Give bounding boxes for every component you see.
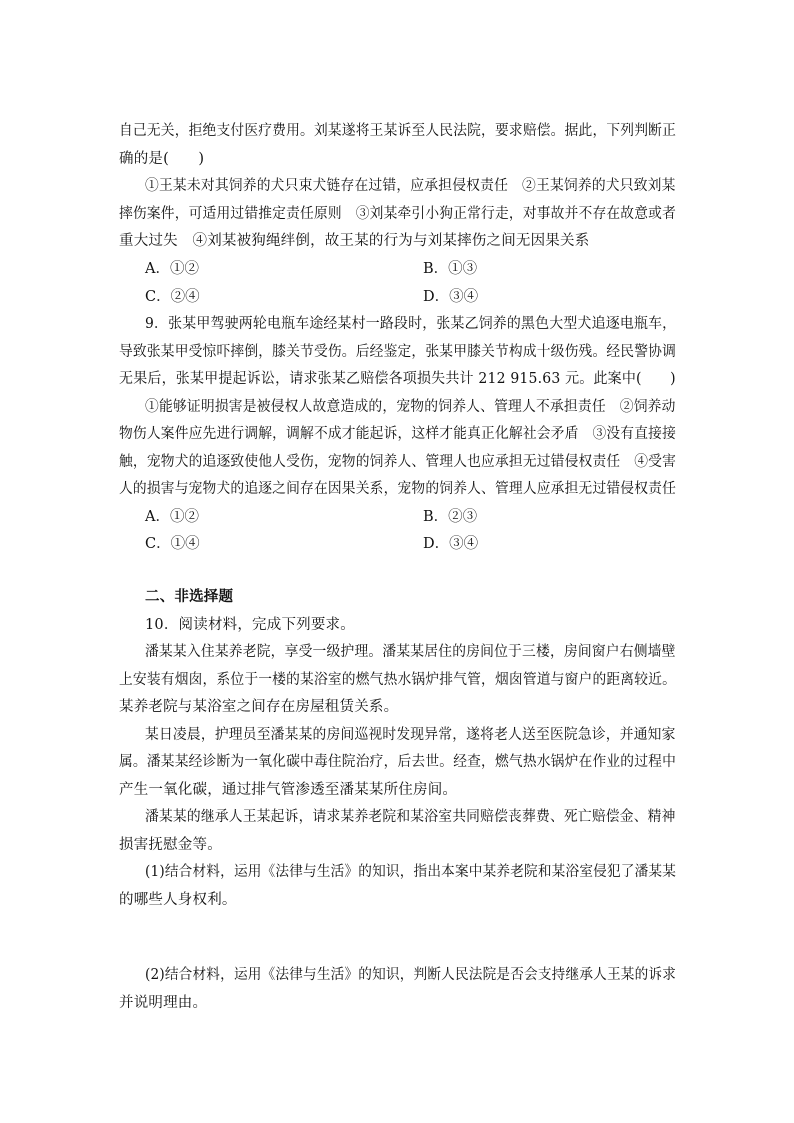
q8-option-b: B．①③ [423,261,478,277]
q9-line-2: 导致张某甲受惊吓摔倒，膝关节受伤。后经鉴定，张某甲膝关节构成十级伤残。经民警协调 [119,344,677,360]
q9-line-7: 人的损害与宠物犬的追逐之间存在因果关系，宠物的饲养人、管理人应承担无过错侵权责任 [119,481,677,497]
q9-line-6: 触，宠物犬的追逐致使他人受伤，宠物的饲养人、管理人也应承担无过错侵权责任 ④受害 [119,454,677,470]
q8-line-4: 摔伤案件，可适用过错推定责任原则 ③刘某牵引小狗正常行走，对事故并不存在故意或者 [119,206,677,222]
q9-line-1: 9．张某甲驾驶两轮电瓶车途经某村一路段时，张某乙饲养的黑色大型犬追逐电瓶车， [145,316,677,332]
material-line-8: 损害抚慰金等。 [119,837,222,853]
q9-line-5: 物伤人案件应先进行调解，调解不成才能起诉，这样才能真正化解社会矛盾 ③没有直接接 [119,426,677,442]
q9-line-4: ①能够证明损害是被侵权人故意造成的，宠物的饲养人、管理人不承担责任 ②饲养动 [145,399,676,415]
q8-line-5: 重大过失 ④刘某被狗绳绊倒，故王某的行为与刘某摔伤之间无因果关系 [119,233,590,249]
q8-line-1: 自己无关，拒绝支付医疗费用。刘某遂将王某诉至人民法院，要求赔偿。据此，下列判断正 [119,123,677,139]
material-line-5: 属。潘某某经诊断为一氧化碳中毒住院治疗，后去世。经查，燃气热水锅炉在作业的过程中 [119,754,677,770]
material-line-2: 上安装有烟囱，系位于一楼的某浴室的燃气热水锅炉排气管，烟囱管道与窗户的距离较近。 [119,672,677,688]
q8-option-c: C．②④ [145,289,200,305]
sub-question-1-line-1: (1)结合材料，运用《法律与生活》的知识，指出本案中某养老院和某浴室侵犯了潘某某 [145,864,677,880]
material-line-4: 某日凌晨，护理员至潘某某的房间巡视时发现异常，遂将老人送至医院急诊，并通知家 [145,727,676,743]
material-line-7: 潘某某的继承人王某起诉，请求某养老院和某浴室共同赔偿丧葬费、死亡赔偿金、精神 [145,809,676,825]
q10-intro: 10．阅读材料，完成下列要求。 [145,617,355,633]
sub-question-2-line-2: 并说明理由。 [119,995,208,1011]
q8-line-2: 确的是( ) [119,151,205,167]
q9-option-c: C．①④ [145,536,200,552]
material-line-1: 潘某某入住某养老院，享受一级护理。潘某某居住的房间位于三楼，房间窗户右侧墙壁 [145,644,676,660]
q8-line-3: ①王某未对其饲养的犬只束犬链存在过错，应承担侵权责任 ②王某饲养的犬只致刘某 [145,178,676,194]
sub-question-2-line-1: (2)结合材料，运用《法律与生活》的知识，判断人民法院是否会支持继承人王某的诉求 [145,967,677,983]
sub-question-1-line-2: 的哪些人身权利。 [119,892,237,908]
material-line-3: 某养老院与某浴室之间存在房屋租赁关系。 [119,699,399,715]
material-line-6: 产生一氧化碳，通过排气管渗透至潘某某所住房间。 [119,782,458,798]
section-heading: 二、非选择题 [145,588,234,605]
q9-option-b: B．②③ [423,509,478,525]
q9-option-a: A．①② [145,509,199,525]
q8-option-d: D．③④ [423,289,479,305]
q9-option-d: D．③④ [423,536,479,552]
q8-option-a: A．①② [145,261,199,277]
q9-line-3: 无果后，张某甲提起诉讼，请求张某乙赔偿各项损失共计 212 915.63 元。此案中( ) [119,371,676,387]
